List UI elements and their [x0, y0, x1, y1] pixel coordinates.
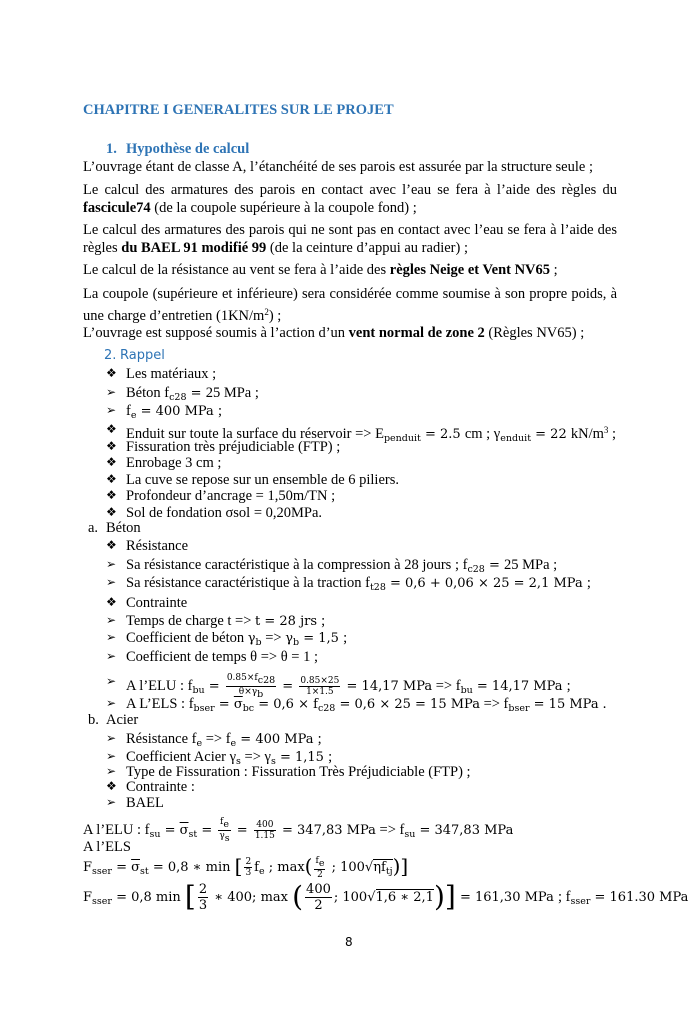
bracket: (: [304, 854, 313, 878]
arrow-bullet-icon: ➢: [106, 557, 117, 571]
fraction-denominator: [218, 831, 230, 844]
arrow-bullet-icon: ➢: [106, 795, 117, 809]
radicand: [373, 859, 392, 875]
text: .: [602, 696, 607, 712]
subscript: st: [140, 866, 149, 877]
math-text: F: [83, 860, 93, 875]
math-text: = 1,15: [275, 750, 329, 765]
math-text: =: [214, 697, 234, 712]
math-text: = 2.5: [420, 427, 465, 442]
text: ;: [586, 575, 591, 591]
arrow-bullet-icon: ➢: [106, 403, 117, 417]
text: ;: [317, 731, 322, 747]
line-item: [126, 504, 322, 522]
subscript: sser: [92, 866, 112, 877]
subscript: t28: [369, 582, 386, 593]
math-text: γ: [285, 631, 294, 646]
fraction-denominator: [244, 868, 252, 878]
math-text: = 15 MPa: [529, 697, 603, 712]
fraction-numerator: [198, 882, 208, 898]
text: θ×γ: [238, 687, 258, 697]
text: 2: [198, 882, 208, 898]
diamond-bullet-icon: ❖: [106, 488, 117, 502]
math-text: = 0,8 min: [111, 890, 185, 905]
math-text: ∗ 400; max: [210, 890, 293, 905]
arrow-bullet-icon: ➢: [106, 674, 117, 688]
math-text: =: [204, 678, 224, 694]
section-heading-hypothese: [106, 141, 249, 158]
paragraph-text: ) ;: [268, 308, 282, 324]
text: ;: [217, 403, 222, 419]
diamond-bullet-icon: ❖: [106, 455, 117, 469]
square-root: [365, 859, 393, 875]
subscript: c28: [257, 675, 276, 686]
fraction: [198, 882, 208, 913]
math-text: t = 28 jrs: [255, 614, 322, 629]
line-item: [126, 454, 221, 472]
paragraph: [83, 285, 617, 325]
subscript: su: [149, 828, 161, 840]
line-item: [126, 574, 591, 597]
paragraph: [83, 181, 617, 217]
text: A l’ELU : f: [126, 677, 193, 694]
line-item: [126, 695, 606, 718]
math-text: = 1,5: [299, 631, 344, 646]
subscript: b: [257, 689, 264, 700]
line-plain: [83, 882, 688, 917]
subscript: s: [224, 833, 230, 844]
text: ;: [321, 613, 326, 629]
subscript: e: [318, 857, 325, 869]
list-letter: a.: [88, 520, 99, 536]
math-text: =: [160, 822, 180, 838]
line-item: [126, 594, 187, 612]
text: 2: [314, 898, 323, 914]
page-number: 8: [345, 935, 353, 949]
subscript: bu: [460, 684, 473, 696]
bracket: [: [234, 854, 243, 878]
math-text: = 400 MPa: [136, 404, 218, 419]
text: BAEL: [126, 795, 164, 811]
diamond-bullet-icon: ❖: [106, 505, 117, 519]
subscript: bc: [242, 703, 255, 714]
math-text: =: [484, 558, 505, 573]
text: ;: [566, 677, 571, 694]
fraction: [254, 820, 276, 841]
fraction-denominator: [254, 831, 276, 841]
arrow-bullet-icon: ➢: [106, 696, 117, 710]
line-item: [126, 648, 318, 666]
radicand: [376, 889, 434, 905]
text: Temps de charge t =>: [126, 613, 256, 629]
arrow-bullet-icon: ➢: [106, 385, 117, 399]
diamond-bullet-icon: ❖: [106, 538, 117, 552]
list-letter: b.: [88, 712, 99, 728]
text: A L’ELS : f: [126, 696, 194, 712]
arrow-bullet-icon: ➢: [106, 731, 117, 745]
math-text: γ: [247, 631, 256, 646]
text: => f: [432, 677, 461, 694]
math-text: = 161.30 MPa: [590, 890, 689, 905]
text: Contrainte :: [126, 779, 195, 795]
list-number: 2.: [104, 348, 117, 363]
math-text: = 347,83 MPa: [277, 822, 376, 838]
section-number: 1.: [106, 141, 117, 157]
subscript: s: [236, 756, 241, 767]
text: Béton f: [126, 385, 170, 401]
text: A l’ELS: [83, 839, 131, 855]
paragraph-bold: règles Neige et Vent NV65: [389, 262, 551, 278]
subscript: sser: [570, 896, 591, 907]
line-h2: [120, 347, 165, 365]
text: 0.85×25: [300, 676, 340, 686]
subscript: s: [270, 756, 276, 767]
paragraph-text: La coupole (supérieure et inférieure) sera considérée comme soumise à son propre poids, à une charge d’entretien (1KN/m: [83, 286, 617, 324]
subscript: bu: [192, 684, 205, 696]
text: => f: [375, 821, 405, 838]
text: ;: [328, 749, 333, 765]
arrow-bullet-icon: ➢: [106, 649, 117, 663]
text: ;: [343, 630, 348, 646]
fraction: [314, 856, 325, 880]
math-text: = 0,6 × 25 = 15 MPa: [335, 697, 480, 712]
paragraph-bold: vent normal de zone 2: [348, 325, 485, 341]
subscript: b: [293, 637, 300, 648]
text: => γ: [240, 749, 271, 765]
superscript: 2: [264, 307, 269, 317]
text: 0.85×f: [226, 673, 258, 683]
paragraph: [83, 324, 617, 342]
arrow-bullet-icon: ➢: [106, 630, 117, 644]
math-text: ; max: [264, 860, 305, 875]
overlined-symbol: $\overline{\sigma}$: [131, 860, 140, 875]
text: A l’ELU : f: [83, 821, 150, 838]
diamond-bullet-icon: ❖: [106, 439, 117, 453]
radical-sign: √: [364, 860, 374, 875]
math-text: = 14,17 MPa: [342, 678, 433, 694]
paragraph: [83, 261, 617, 279]
diamond-bullet-icon: ❖: [106, 779, 117, 793]
bracket: ): [392, 854, 401, 878]
text: Sa résistance caractéristique à la compression à 28 jours ; f: [126, 557, 468, 573]
line-sub: [106, 519, 141, 537]
text: 1×1.5: [306, 687, 334, 697]
fraction-denominator: [198, 898, 208, 913]
line-sub: [106, 711, 138, 729]
text: Contrainte: [126, 595, 188, 611]
text: 400: [256, 820, 274, 830]
line-item: [126, 365, 216, 383]
subscript: bser: [193, 703, 215, 714]
text: 400: [306, 882, 331, 898]
subscript: e: [223, 819, 229, 830]
fraction-numerator: [218, 817, 230, 831]
subscript: e: [196, 738, 203, 749]
text: Coefficient de béton: [126, 630, 248, 646]
fraction-denominator: [305, 898, 332, 913]
bracket: ]: [400, 854, 409, 878]
paragraph-bold: du BAEL 91 modifié 99: [121, 240, 267, 256]
text: Les matériaux ;: [126, 366, 217, 382]
superscript: 3: [603, 425, 609, 435]
line-item: [126, 487, 335, 505]
text: =>: [261, 630, 286, 646]
text: γ: [219, 831, 225, 841]
fraction-numerator: [244, 857, 252, 868]
paragraph-text: Le calcul de la résistance au vent se fera à l’aide des: [83, 262, 390, 278]
text: => f: [479, 696, 509, 712]
text: Acier: [106, 712, 139, 728]
text: => f: [202, 731, 231, 747]
text: Enduit sur toute la surface du réservoir => E: [126, 426, 384, 442]
math-text: = 0,8 ∗ min: [148, 860, 235, 875]
subscript: c28: [317, 703, 336, 714]
text: Résistance f: [126, 731, 197, 747]
subscript: c28: [169, 392, 187, 403]
arrow-bullet-icon: ➢: [106, 749, 117, 763]
paragraph-text: L’ouvrage est supposé soumis à l’action d’un: [83, 325, 349, 341]
text: Sol de fondation σsol = 0,20MPa.: [126, 505, 323, 521]
text: 25 MPa ;: [205, 385, 259, 401]
math-text: =: [232, 822, 252, 838]
text: Béton: [106, 520, 141, 536]
diamond-bullet-icon: ❖: [106, 366, 117, 380]
subscript: st: [188, 828, 198, 840]
math-text: F: [83, 890, 93, 905]
text: ; f: [557, 889, 571, 905]
text: cm ; γ: [464, 426, 501, 442]
fraction: [218, 817, 230, 844]
paragraph-bold: fascicule74: [83, 200, 151, 216]
subscript: e: [230, 738, 237, 749]
line-item: [126, 794, 164, 812]
math-text: =: [197, 822, 217, 838]
section-label: Hypothèse de calcul: [126, 141, 250, 157]
text: Profondeur d’ancrage = 1,50m/TN ;: [126, 488, 336, 504]
math-text: = 0,6 + 0,06 × 25 = 2,1 MPa: [385, 576, 587, 591]
text: Coefficient Acier γ: [126, 749, 237, 765]
math-text: = 0,6 × f: [254, 697, 318, 712]
paragraph-text: (de la coupole supérieure à la coupole fond) ;: [150, 200, 417, 216]
math-text: ; 100: [333, 890, 368, 905]
text: Type de Fissuration : Fissuration Très Préjudiciable (FTP) ;: [126, 764, 471, 780]
text: 3: [198, 898, 208, 914]
text: 1.15: [254, 831, 275, 841]
text: kN/m: [570, 426, 604, 442]
text: Enrobage 3 cm ;: [126, 455, 222, 471]
text: 3: [245, 868, 252, 879]
subscript: su: [404, 828, 416, 840]
arrow-bullet-icon: ➢: [106, 575, 117, 589]
text: La cuve se repose sur un ensemble de 6 piliers.: [126, 472, 399, 488]
text: f: [315, 855, 319, 866]
paragraph: [83, 158, 617, 176]
text: f: [126, 403, 131, 419]
fraction: [244, 857, 252, 878]
subscript: penduit: [383, 433, 421, 444]
text: ;: [608, 426, 617, 442]
square-root: [367, 889, 434, 905]
text: Sa résistance caractéristique à la traction f: [126, 575, 370, 591]
subscript: e: [130, 410, 137, 421]
paragraph-text: Le calcul des armatures des parois en contact avec l’eau se fera à l’aide des règles du: [83, 182, 617, 198]
radical-sign: √: [367, 890, 376, 905]
subscript: enduit: [500, 433, 532, 444]
text: 2: [317, 869, 323, 880]
chapter-title: CHAPITRE I GENERALITES SUR LE PROJET: [83, 102, 394, 118]
text: Rappel: [120, 348, 165, 363]
fraction-numerator: [314, 856, 325, 870]
math-text: =: [186, 386, 206, 401]
math-text: ; 100: [327, 860, 365, 875]
math-text: = 22: [531, 427, 571, 442]
math-text: 1,6 ∗ 2,1: [375, 890, 434, 905]
subscript: bser: [508, 703, 530, 714]
math-text: = 347,83 MPa: [415, 822, 514, 838]
fraction: [305, 882, 332, 913]
paragraph-text: (Règles NV65) ;: [484, 325, 585, 341]
text: Fissuration très préjudiciable (FTP) ;: [126, 439, 341, 455]
text: 25 MPa ;: [504, 557, 558, 573]
arrow-bullet-icon: ➢: [106, 764, 117, 778]
math-text: =: [278, 678, 298, 694]
text: 2: [245, 857, 252, 868]
fraction-numerator: [299, 676, 340, 687]
math-text: = 161,30 MPa: [455, 890, 558, 905]
paragraph-text: ;: [550, 262, 558, 278]
fraction-denominator: [314, 870, 325, 880]
subscript: c28: [467, 564, 485, 575]
paragraph: [83, 221, 617, 257]
math-text: = 400 MPa: [236, 732, 318, 747]
paragraph-text: Le calcul des armatures des parois qui ne sont pas en contact avec l’eau se fera à l’aide des règles: [83, 222, 617, 256]
diamond-bullet-icon: ❖: [106, 472, 117, 486]
arrow-bullet-icon: ➢: [106, 613, 117, 627]
line-item: [126, 537, 188, 555]
paragraph-text: (de la ceinture d’appui au radier) ;: [266, 240, 468, 256]
overlined-symbol: $\overline{\sigma}$: [233, 697, 243, 712]
fraction-numerator: [254, 820, 276, 831]
paragraph-text: L’ouvrage étant de classe A, l’étanchéité de ses parois est assurée par la structure seule ;: [83, 159, 593, 175]
subscript: e: [258, 866, 265, 877]
overlined-symbol: $\overline{\sigma}$: [179, 822, 189, 838]
fraction: [299, 676, 340, 697]
subscript: tj: [385, 866, 393, 877]
bracket: ]: [444, 880, 456, 913]
fraction-numerator: [226, 673, 276, 687]
diamond-bullet-icon: ❖: [106, 595, 117, 609]
fraction-numerator: [305, 882, 332, 898]
math-text: ηf: [373, 860, 386, 875]
math-text: = 14,17 MPa: [472, 678, 567, 694]
diamond-bullet-icon: ❖: [106, 422, 117, 436]
text: Résistance: [126, 538, 189, 554]
line-plain: [83, 817, 513, 844]
subscript: b: [255, 637, 262, 648]
text: Coefficient de temps θ => θ = 1 ;: [126, 649, 318, 665]
math-text: =: [111, 860, 132, 875]
subscript: sser: [92, 896, 112, 907]
bracket: (: [292, 880, 304, 913]
bracket: ): [433, 880, 445, 913]
math-text: f: [254, 860, 259, 875]
bracket: [: [184, 880, 196, 913]
text: f: [220, 817, 224, 827]
